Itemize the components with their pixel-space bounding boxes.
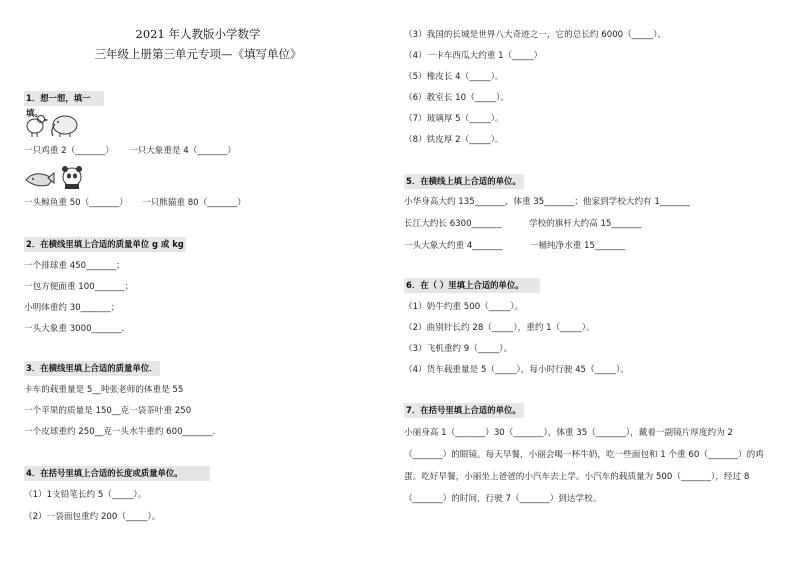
s7-line-3: 蛋。吃好早餐，小丽坐上爸爸的小汽车去上学。小汽车的载质量为 500（_______），经过 8 — [404, 472, 750, 482]
section-5-header: 5．在横线上填上合适的单位。 — [404, 174, 524, 189]
section-6-header: 6．在（ ）里填上合适的单位。 — [404, 278, 540, 293]
s7-line-4: （_______）的时间，行驶 7（_______）到达学校。 — [404, 494, 602, 504]
s1-q4: 一只熊猫重 80（_______） — [142, 198, 246, 208]
section-2-header: 2．在横线里填上合适的质量单位 g 或 kg — [24, 237, 186, 252]
s2-q1: 一个排球重 450_______； — [24, 261, 125, 271]
s4-q8: （8）铁皮厚 2（_____）。 — [404, 135, 504, 145]
s1-q1: 一只鸡重 2（_______） — [24, 146, 114, 156]
section-1-header: 1．想一想，填一填。 — [24, 91, 104, 106]
s6-q3: （3）飞机重约 9（_____）。 — [404, 344, 513, 354]
s3-q1: 卡车的载重量是 5__吨张老师的体重是 55 — [24, 385, 184, 395]
s4-q7: （7）玻璃厚 5（_____）。 — [404, 114, 504, 124]
s5-q2: 长江大约长 6300_______ 学校的旗杆大约高 15_______ — [404, 219, 642, 229]
title-line-2: 三年级上册第三单元专项—《填写单位》 — [94, 47, 302, 61]
s4-q5: （5）橡皮长 4（_____）。 — [404, 72, 504, 82]
s6-q1: （1）奶牛约重 500（_____）。 — [404, 302, 524, 312]
s2-q3: 小明体重约 30_______； — [24, 303, 120, 313]
s7-line-2: （_______）的眼镜。每天早餐，小丽会喝一杯牛奶，吃一些面包和 1 个重 60（_______）的鸡 — [404, 450, 764, 460]
s1-q3: 一头鲸鱼重 50（_______） — [24, 198, 128, 208]
chicken-elephant-icon — [24, 112, 82, 138]
s2-q4: 一头大象重 3000_______． — [24, 324, 131, 334]
s5-q3: 一头大象大约重 4_______ 一桶纯净水重 15_______ — [404, 241, 626, 251]
s3-q3: 一个皮球重约 250__克一头水牛重约 600_______． — [24, 427, 222, 437]
s5-q1: 小华身高大约 135_______，体重 35_______；他家到学校大约有 1_______ — [404, 197, 690, 207]
s6-q2: （2）曲别针长约 28（_____），重约 1（_____）。 — [404, 323, 595, 333]
section-4-header: 4．在括号里填上合适的长度或质量单位。 — [24, 466, 210, 481]
s4-q2: （2）一袋面包重约 200（_____）。 — [24, 512, 161, 522]
s4-q1: （1）1支铅笔长约 5（_____）。 — [24, 490, 147, 500]
whale-panda-icon — [24, 164, 86, 190]
s4-q4: （4）一卡车西瓜大约重 1（_____） — [404, 51, 543, 61]
s1-q2: 一只大象重是 4（_______） — [129, 146, 237, 156]
s3-q2: 一个苹果的质量是 150__克一袋茶叶重 250 — [24, 406, 192, 416]
s4-q3: （3）我国的长城是世界八大奇迹之一，它的总长约 6000（_____）。 — [404, 30, 667, 40]
s7-line-1: 小丽身高 1（_______）30（_______），体重 35（_______），戴着一副镜片厚度约为 2 — [404, 428, 733, 438]
section-7-header: 7．在括号里填上合适的单位。 — [404, 403, 524, 418]
s4-q6: （6）教室长 10（_____）。 — [404, 93, 510, 103]
s6-q4: （4）货车载重量是 5（_____），每小时行驶 45（_____）。 — [404, 365, 629, 375]
title-line-1: 2021 年人教版小学数学 — [135, 27, 261, 41]
s2-q2: 一包方便面重 100_______； — [24, 282, 134, 292]
section-3-header: 3．在横线里填上合适的质量单位． — [24, 361, 160, 376]
